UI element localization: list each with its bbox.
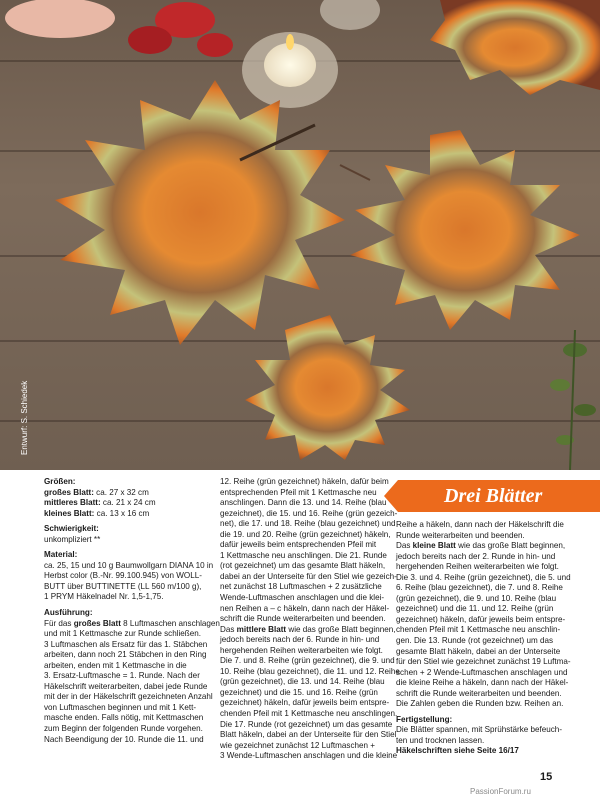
instruction-line: Die 17. Runde (rot gezeichnet) um das gesamte bbox=[220, 719, 393, 729]
instruction-line: nen Reihen a – c häkeln, dann nach der Häkel- bbox=[220, 603, 390, 613]
material-line: BUTT über BUTTINETTE (LL 560 m/100 g), bbox=[44, 581, 202, 591]
instruction-line: und mit 1 Kettmasche zur Runde schließen. bbox=[44, 629, 202, 639]
instruction-line: hergehenden Reihen weiterarbeiten wie folgt. bbox=[396, 562, 559, 572]
size-medium: mittleres Blatt: ca. 21 x 24 cm bbox=[44, 498, 156, 508]
instruction-line: 3 Wende-Luftmaschen anschlagen und die kleine bbox=[220, 751, 398, 761]
sizes-section bbox=[44, 477, 204, 519]
instructions-heading: Ausführung: bbox=[44, 608, 93, 618]
instruction-line: Reihe a häkeln, dann nach der Häkelschrift die bbox=[396, 520, 564, 529]
page-number: 15 bbox=[540, 771, 553, 783]
instruction-line: hergehenden Reihen weiterarbeiten wie folgt. bbox=[220, 645, 383, 655]
instruction-line: 6. Reihe (blau gezeichnet), die 7. und 8. Reihe bbox=[396, 583, 563, 593]
medium-leaf bbox=[350, 130, 580, 330]
instruction-line: gezeichnet) häkeln, dafür jeweils beim entspre- bbox=[396, 614, 566, 624]
instruction-line: gezeichnet) häkeln, dafür jeweils beim entspre- bbox=[220, 698, 390, 708]
text-column-2 bbox=[220, 477, 400, 762]
difficulty-section bbox=[44, 524, 204, 545]
instruction-line: für den Stiel wie gezeichnet zunächst 19 Luftma- bbox=[396, 657, 571, 667]
instruction-line: arbeiten, dann noch 21 Stäbchen in den Ring bbox=[44, 650, 207, 660]
instruction-line: wie gezeichnet zunächst 12 Luftmaschen + bbox=[220, 740, 376, 750]
instruction-line: gezeichnet), die 15. und 16. Reihe (grün gezeich- bbox=[220, 508, 398, 518]
instruction-line: net zunächst 18 Luftmaschen + 2 zusätzliche bbox=[220, 582, 382, 592]
small-leaf bbox=[245, 315, 410, 460]
photo-credit: Entwurf: S. Schiedek bbox=[20, 380, 29, 455]
difficulty-heading: Schwierigkeit: bbox=[44, 524, 99, 534]
instruction-line: (grün gezeichnet), die 9. und 10. Reihe (blau bbox=[396, 593, 557, 603]
finishing-line: ten und trocknen lassen. bbox=[396, 735, 485, 745]
instructions-section bbox=[44, 608, 220, 745]
finishing-heading: Fertigstellung: bbox=[396, 714, 453, 724]
instruction-line: Runde weiterarbeiten und beenden. bbox=[396, 530, 525, 540]
instruction-line: anschlingen. Dann die 13. und 14. Reihe (blau bbox=[220, 498, 387, 508]
instruction-line: (grün gezeichnet), die 13. und 14. Reihe (blau bbox=[220, 677, 385, 687]
instruction-line: dafür jeweils beim entsprechenden Pfeil mit bbox=[220, 540, 377, 550]
instruction-line: 12. Reihe (grün gezeichnet) häkeln, dafür beim bbox=[220, 477, 389, 486]
finishing-line: Die Blätter spannen, mit Sprühstärke befeuch- bbox=[396, 725, 563, 735]
instruction-line: Häkelschrift weiterarbeiten, dabei jede Runde bbox=[44, 681, 208, 691]
instruction-line: die kleine Reihe a häkeln, dann nach der Häkel- bbox=[396, 678, 569, 688]
instruction-line: Die 3. und 4. Reihe (grün gezeichnet), die 5. und bbox=[396, 572, 571, 582]
size-small: kleines Blatt: ca. 13 x 16 cm bbox=[44, 508, 150, 518]
leaf-top-right bbox=[430, 0, 600, 95]
material-line: ca. 25, 15 und 10 g Baumwollgarn DIANA 10 in bbox=[44, 560, 214, 570]
instruction-line: Nach Beendigung der 10. Runde die 11. und bbox=[44, 734, 204, 744]
instruction-line: schen + 2 Wende-Luftmaschen anschlagen und bbox=[396, 667, 568, 677]
instruction-line: Wende-Luftmaschen anschlagen und die klei- bbox=[220, 593, 385, 603]
sizes-heading: Größen: bbox=[44, 477, 76, 486]
instruction-line: 10. Reihe (blau gezeichnet), die 11. und 12. Reihe bbox=[220, 666, 400, 676]
instruction-line: chenden Pfeil mit 1 Kettmasche neu anschlingen. bbox=[220, 709, 398, 719]
instruction-line: gezeichnet) und die 11. und 12. Reihe (grün bbox=[396, 604, 554, 614]
candle-decoration bbox=[242, 0, 380, 108]
instruction-line: schrift die Runde weiterarbeiten und beenden. bbox=[396, 688, 562, 698]
instruction-line: 3. Ersatz-Luftmasche = 1. Runde. Nach der bbox=[44, 671, 200, 681]
material-line: Herbst color (B.-Nr. 99.100.945) von WOLL- bbox=[44, 571, 202, 581]
instruction-line: gen. Die 13. Runde (rot gezeichnet) um das bbox=[396, 636, 554, 646]
chart-reference: Häkelschriften siehe Seite 16/17 bbox=[396, 746, 519, 756]
instruction-line: jedoch bereits nach der 2. Runde in hin- und bbox=[396, 551, 556, 561]
instruction-line: schrift die Runde weiterarbeiten und beenden. bbox=[220, 614, 386, 624]
instruction-line: gezeichnet) und die 15. und 16. Reihe (grün bbox=[220, 687, 378, 697]
instruction-line: mit der in der Häkelschrift gezeichneten Anzahl bbox=[44, 692, 213, 702]
instruction-line: chenden Pfeil mit 1 Kettmasche neu anschlin- bbox=[396, 625, 561, 635]
instruction-line: Die Zahlen geben die Runden bzw. Reihen an. bbox=[396, 699, 564, 709]
instruction-line: entsprechenden Pfeil mit 1 Kettmasche neu bbox=[220, 487, 377, 497]
watermark: PassionForum.ru bbox=[470, 787, 531, 796]
difficulty-value: unkompliziert ** bbox=[44, 534, 101, 544]
large-leaf bbox=[55, 80, 345, 345]
instruction-line: Blatt häkeln, dabei an der Unterseite für den Stiel bbox=[220, 730, 397, 740]
instructions-continued bbox=[220, 477, 400, 762]
instruction-line: masche enden. Falls nötig, mit Kettmaschen bbox=[44, 713, 204, 723]
finishing-section bbox=[396, 714, 563, 757]
size-large: großes Blatt: ca. 27 x 32 cm bbox=[44, 487, 149, 497]
instruction-line: Für das großes Blatt 8 Luftmaschen anschlagen bbox=[44, 618, 220, 628]
instruction-line: die 19. und 20. Reihe (grün gezeichnet) häkeln, bbox=[220, 529, 391, 539]
flower-decoration bbox=[5, 0, 233, 57]
material-line: 1 PRYM Häkelnadel Nr. 1,5-1,75. bbox=[44, 592, 164, 602]
instruction-line: Das mittlere Blatt wie das große Blatt beginnen, bbox=[220, 624, 396, 634]
text-column-3 bbox=[396, 520, 571, 762]
title-banner bbox=[398, 480, 600, 512]
instruction-line: dabei an der Unterseite für den Stiel wie gezeich- bbox=[220, 571, 397, 581]
material-section bbox=[44, 550, 214, 603]
instruction-line: (rot gezeichnet) um das gesamte Blatt häkeln, bbox=[220, 561, 386, 571]
instruction-line: arbeiten, enden mit 1 Kettmasche in die bbox=[44, 660, 187, 670]
instruction-line: jedoch bereits nach der 6. Runde in hin- und bbox=[220, 635, 380, 645]
text-column-1 bbox=[44, 477, 220, 745]
article-title: Drei Blätter bbox=[444, 485, 543, 507]
instruction-line: Das kleine Blatt wie das große Blatt beginnen, bbox=[396, 541, 566, 551]
instruction-line: Die 7. und 8. Reihe (grün gezeichnet), die 9. und bbox=[220, 656, 395, 666]
instruction-line: von Luftmaschen beginnen und mit 1 Kett- bbox=[44, 702, 197, 712]
instruction-line: 1 Kettmasche neu anschlingen. Die 21. Runde bbox=[220, 550, 387, 560]
material-heading: Material: bbox=[44, 550, 78, 560]
instruction-line: gesamte Blatt häkeln, dabei an der Unterseite bbox=[396, 646, 561, 656]
instruction-line: net), die 17. und 18. Reihe (blau gezeichnet) und bbox=[220, 519, 396, 529]
instruction-line: zum Beginn der folgenden Runde vorgehen. bbox=[44, 724, 203, 734]
instructions-continued-2 bbox=[396, 520, 571, 710]
instruction-line: 3 Luftmaschen als Ersatz für das 1. Stäbchen bbox=[44, 639, 208, 649]
plant-decoration bbox=[550, 330, 596, 470]
